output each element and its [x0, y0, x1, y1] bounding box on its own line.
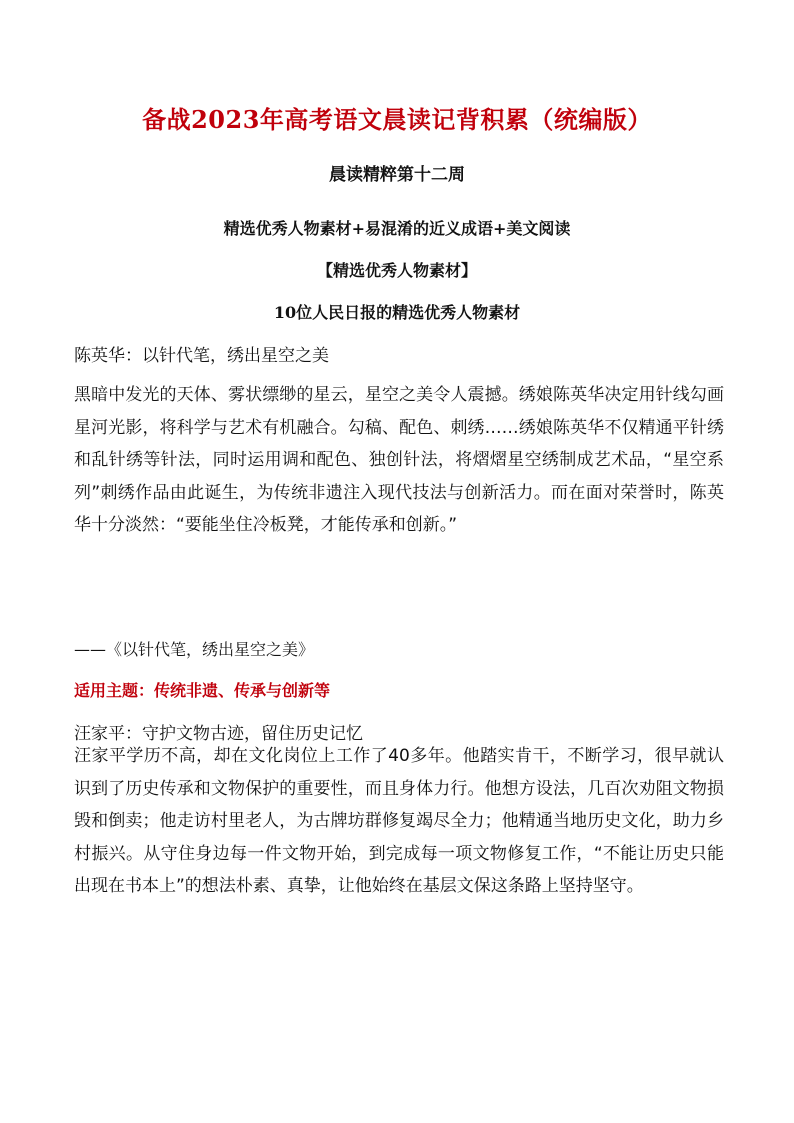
material-heading-1: 陈英华：以针代笔，绣出星空之美 — [74, 346, 329, 366]
material-theme-1: 适用主题：传统非遗、传承与创新等 — [74, 681, 331, 700]
material-body-2: 汪家平学历不高，却在文化岗位上工作了40多年。他踏实肯干，不断学习，很早就认识到了历史传承和文物保护的重要性，而且身体力行。他想方设法，几百次劝阻文物损毁和倒卖；他走访村里老人，为古牌坊群修复竭尽全力；他精通当地历史文化，助力乡村振兴。从守住身边每一件文物开始，到完成每一项文物修复工作，“不能让历史只能出现在书本上”的想法朴素、真挚，让他始终在基层文保这条路上坚持坚守。 — [74, 746, 724, 896]
week-subtitle: 晨读精粹第十二周 — [329, 165, 465, 185]
material-source-1: ——《以针代笔，绣出星空之美》 — [74, 640, 315, 659]
document-title: 备战2023年高考语文晨读记背积累（统编版） — [142, 105, 652, 134]
section-subtitle: 10位人民日报的精选优秀人物素材 — [273, 303, 521, 322]
overview-line: 精选优秀人物素材+易混淆的近义成语+美文阅读 — [223, 219, 571, 238]
material-heading-2: 汪家平：守护文物古迹，留住历史记忆 — [74, 724, 363, 744]
section-heading: 【精选优秀人物素材】 — [316, 261, 477, 280]
material-body-1: 黑暗中发光的天体、雾状缥缈的星云，星空之美令人震撼。绣娘陈英华决定用针线勾画星河光影，将科学与艺术有机融合。勾稿、配色、刺绣……绣娘陈英华不仅精通平针绣和乱针绣等针法，同时运用调和配色、独创针法，将熠熠星空绣制成艺术品，“星空系列”刺绣作品由此诞生，为传统非遗注入现代技法与创新活力。而在面对荣誉时，陈英华十分淡然：“要能坐住冷板凳，才能传承和创新。” — [74, 385, 724, 535]
